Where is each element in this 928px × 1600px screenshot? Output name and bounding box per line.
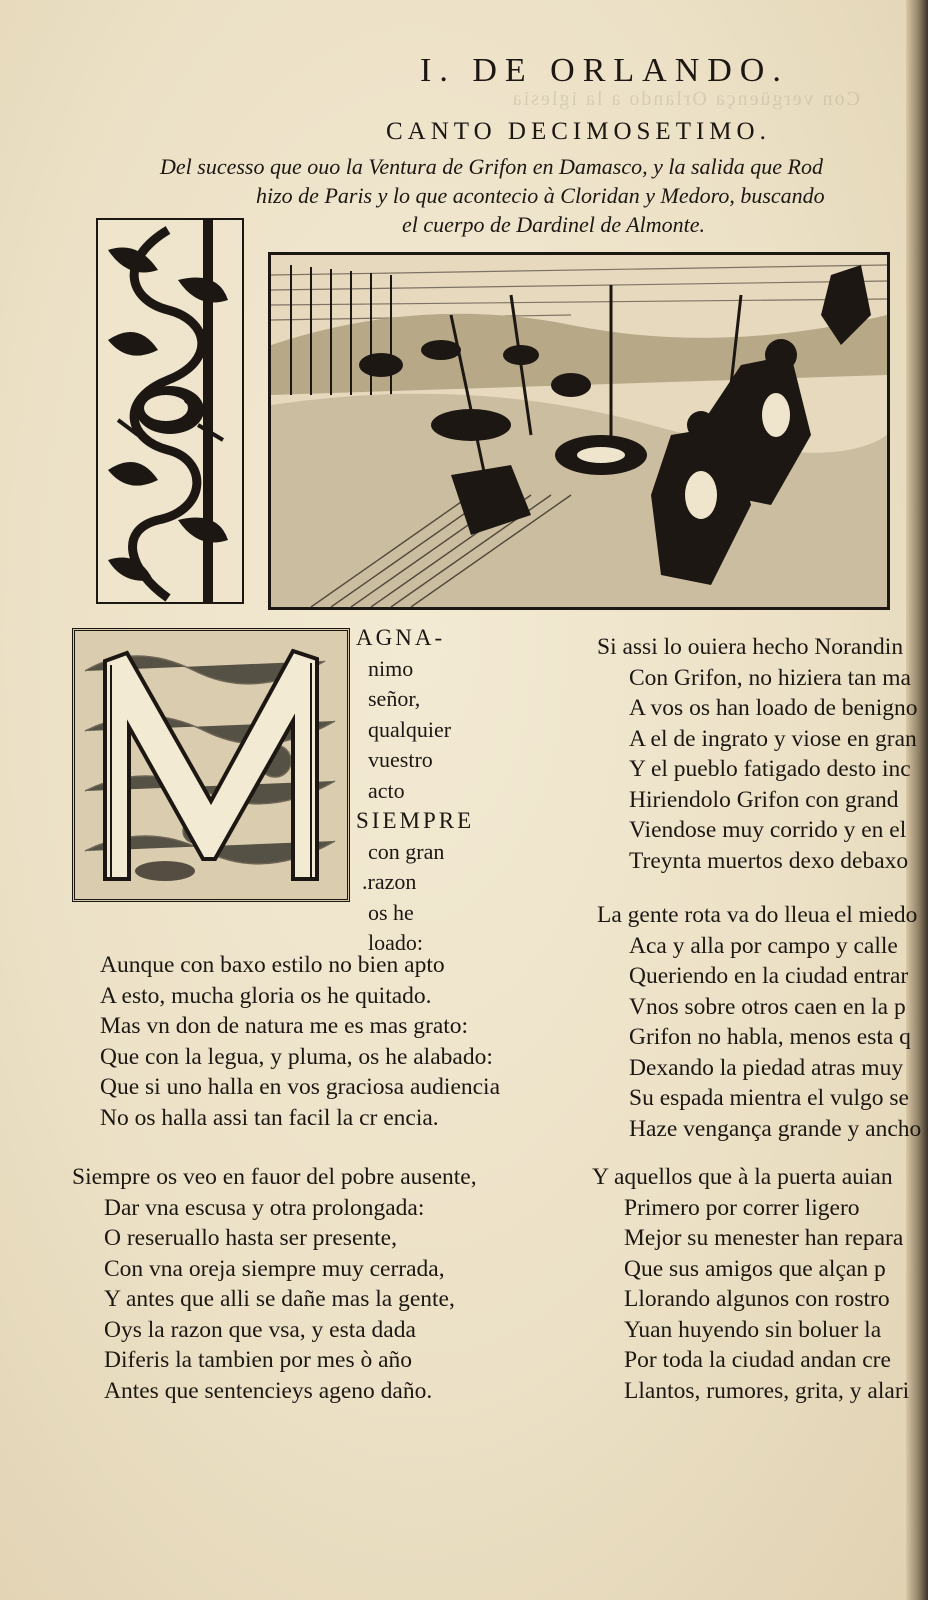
- verse-line: Antes que sentencieys ageno daño.: [104, 1377, 433, 1404]
- verse-line: nimo: [368, 655, 414, 681]
- verse-line: Haze vengança grande y ancho: [629, 1115, 922, 1142]
- verse-line: loado:: [368, 930, 423, 955]
- show-through-text: Con vergüença Orlando a la iglesia: [510, 88, 860, 110]
- verse-line: Por toda la ciudad andan cre: [624, 1347, 891, 1373]
- verse-line: Llorando algunos con rostro: [624, 1286, 890, 1312]
- verse-line: AGNA-: [356, 625, 446, 650]
- canto-title: CANTO DECIMOSETIMO.: [386, 118, 771, 145]
- canto-argument: [160, 152, 900, 239]
- foliate-ornament-art: [98, 220, 242, 602]
- verse-line: A esto, mucha gloria os he quitado.: [100, 982, 432, 1009]
- verse-line: SIEMPRE: [356, 808, 475, 833]
- verse-line: Dar vna escusa y otra prolongada:: [104, 1194, 425, 1221]
- foliate-ornament-border: [96, 218, 244, 604]
- verse-line: Aca y alla por campo y calle: [629, 932, 898, 959]
- verse-line: acto: [368, 777, 405, 803]
- verse-line: Treynta muertos dexo debaxo: [629, 847, 909, 874]
- verse-line: Queriendo en la ciudad entrar: [629, 963, 909, 989]
- verse-line: Diferis la tambien por mes ò año: [104, 1347, 413, 1373]
- verse-line: Que sus amigos que alçan p: [624, 1255, 886, 1282]
- verse-line: con gran: [368, 838, 445, 864]
- verse-line: Que con la legua, y pluma, os he alabado:: [100, 1043, 493, 1070]
- verse-line: .razon: [362, 869, 417, 894]
- stanza4: [597, 900, 922, 1144]
- stanza2: [72, 1162, 477, 1406]
- verse-line: No os halla assi tan facil la cr encia.: [100, 1104, 439, 1131]
- verse-line: Y antes que alli se dañe mas la gente,: [104, 1286, 455, 1312]
- verse-line: Su espada mientra el vulgo se: [629, 1085, 909, 1111]
- decorated-initial-M: [72, 628, 350, 902]
- verse-line: Primero por correr ligero: [624, 1194, 860, 1221]
- verse-line: Y el pueblo fatigado desto inc: [629, 756, 911, 782]
- verse-line: A vos os han loado de benigno: [629, 695, 918, 721]
- argument-line: Del sucesso que ouo la Ventura de Grifon en Damasco, y la salida que Rod: [160, 154, 823, 179]
- verse-line: Con Grifon, no hiziera tan ma: [629, 664, 911, 691]
- verse-line: Siempre os veo en fauor del pobre ausente,: [72, 1164, 477, 1190]
- verse-line: Si assi lo ouiera hecho Norandin: [597, 634, 904, 660]
- verse-line: Que si uno halla en vos graciosa audiencia: [100, 1074, 501, 1100]
- woodcut-illustration: [268, 252, 890, 610]
- argument-line: hizo de Paris y lo que acontecio à Cloridan y Medoro, buscando: [256, 183, 825, 208]
- verse-line: señor,: [368, 686, 421, 711]
- verse-line: Oys la razon que vsa, y esta dada: [104, 1316, 416, 1343]
- verse-line: os he: [368, 899, 414, 925]
- stanza5: [592, 1162, 922, 1406]
- verse-line: Mejor su menester han repara: [624, 1225, 904, 1251]
- verse-line: Llantos, rumores, grita, y alari: [624, 1377, 910, 1404]
- verse-line: O reseruallo hasta ser presente,: [104, 1225, 397, 1251]
- verse-line: Grifon no habla, menos esta q: [629, 1024, 911, 1050]
- verse-line: Hiriendolo Grifon con grand: [629, 786, 899, 813]
- verse-line: Vnos sobre otros caen en la p: [629, 993, 906, 1020]
- verse-line: Yuan huyendo sin boluer la: [624, 1316, 882, 1343]
- verse-line: Mas vn don de natura me es mas grato:: [100, 1013, 469, 1039]
- verse-line: Dexando la piedad atras muy: [629, 1054, 904, 1081]
- verse-line: La gente rota va do lleua el miedo: [597, 902, 918, 928]
- verse-line: Y aquellos que à la puerta auian: [592, 1164, 893, 1190]
- running-title: I. DE ORLANDO.: [420, 52, 789, 89]
- verse-line: A el de ingrato y viose en gran: [629, 725, 917, 752]
- verse-line: vuestro: [368, 747, 433, 772]
- verse-line: Con vna oreja siempre muy cerrada,: [104, 1255, 445, 1282]
- initial-letter-art: [75, 631, 347, 899]
- verse-line: Viendose muy corrido y en el: [629, 817, 907, 843]
- verse-line: qualquier: [368, 716, 452, 742]
- battle-scene-art: [271, 255, 887, 607]
- verse-line: Aunque con baxo estilo no bien apto: [100, 952, 445, 978]
- argument-line: el cuerpo de Dardinel de Almonte.: [402, 212, 706, 237]
- stanza3: [597, 632, 922, 876]
- stanza1-opening: [356, 623, 474, 959]
- stanza1-continued: [100, 950, 500, 1133]
